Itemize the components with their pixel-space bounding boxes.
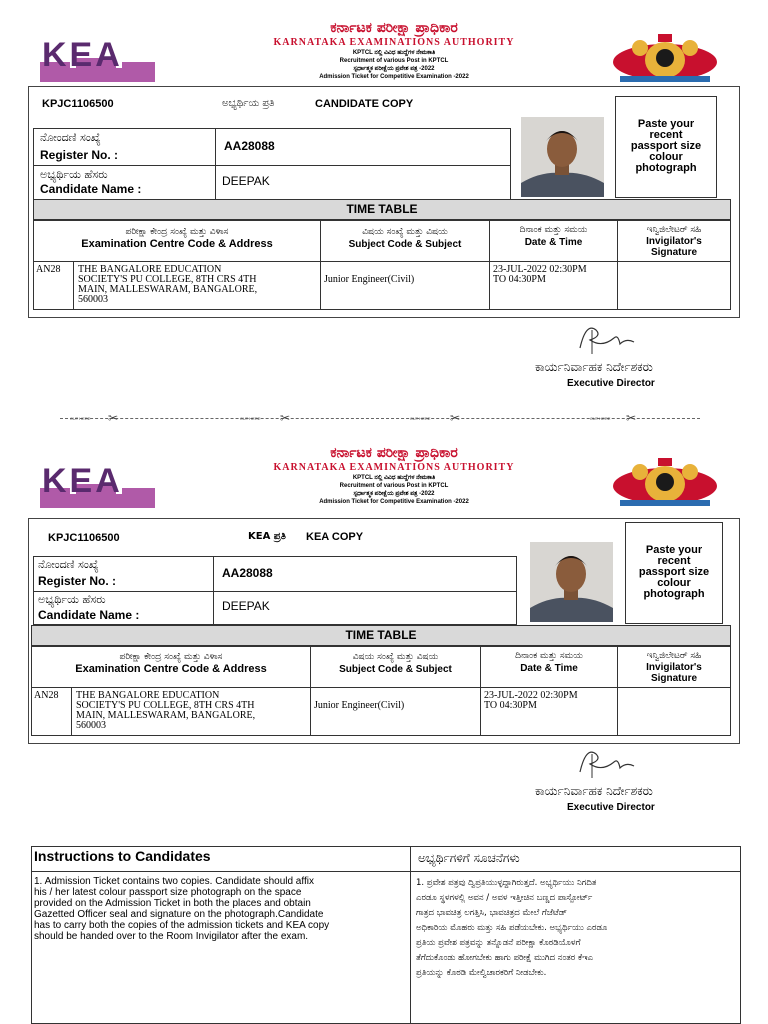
kea-logo xyxy=(40,464,155,508)
director-title-kn: ಕಾರ್ಯನಿರ್ವಾಹಕ ನಿರ್ದೇಶಕರು xyxy=(535,360,653,374)
paste-photo-line1: Paste your xyxy=(645,544,703,556)
kea-logo xyxy=(40,38,155,82)
paste-photo-line2: recent xyxy=(649,129,683,141)
name-label-kn: ಅಭ್ಯರ್ಥಿಯ ಹೆಸರು xyxy=(40,168,108,181)
director-title-en: Executive Director xyxy=(567,378,655,389)
paste-photo-line4: colour xyxy=(657,577,691,589)
register-label-en: Register No. : xyxy=(40,148,119,162)
col-centre-header-kn: ಪರೀಕ್ಷಾ ಕೇಂದ್ರ ಸಂಖ್ಯೆ ಮತ್ತು ವಿಳಾಸ xyxy=(119,652,223,662)
candidate-photo-image xyxy=(530,542,613,622)
instruction-en-line: should be handed over to the Room Invigilator after the exam. xyxy=(34,931,309,942)
paste-photo-line4: colour xyxy=(649,151,683,163)
col-subject-header xyxy=(320,220,490,262)
invigilator-signature-cell xyxy=(617,687,731,736)
subject-name: Junior Engineer(Civil) xyxy=(324,274,415,285)
paste-photo-line3: passport size xyxy=(638,566,710,578)
invigilator-signature-cell xyxy=(617,261,731,310)
datetime-line2: TO 04:30PM xyxy=(493,274,546,285)
paste-photo-line5: photograph xyxy=(643,588,705,600)
logo-text: KEA xyxy=(42,36,123,74)
copy-label-en: KEA COPY xyxy=(306,531,364,543)
timetable-title: TIME TABLE xyxy=(33,199,731,220)
instruction-en-line: has to carry both the copies of the admission tickets and KEA copy xyxy=(34,920,330,931)
col-invigilator-header-en-1: Invigilator's xyxy=(646,662,702,673)
paste-photo-box xyxy=(615,96,717,198)
centre-code-cell xyxy=(33,261,74,310)
instruction-kn-line: ಅಧಿಕಾರಿಯ ಮೊಹರು ಮತ್ತು ಸಹಿ ಪಡೆಯಬೇಕು. ಅಭ್ಯರ್ಥಿಯು ಎರಡೂ xyxy=(416,923,608,933)
paste-photo-box xyxy=(625,522,723,624)
subject-name: Junior Engineer(Civil) xyxy=(314,700,405,711)
col-subject-header-kn: ವಿಷಯ ಸಂಖ್ಯೆ ಮತ್ತು ವಿಷಯ xyxy=(362,227,448,237)
centre-code-cell xyxy=(31,687,72,736)
instruction-kn-line: 1. ಪ್ರವೇಶ ಪತ್ರವು ದ್ವಿಪ್ರತಿಯುಳ್ಳದ್ದಾಗಿರುತ್ತದೆ. ಅಭ್ಯರ್ಥಿಯು ನಿಗದಿತ xyxy=(416,878,597,888)
application-number: KPJC1106500 xyxy=(42,98,114,110)
instruction-kn-line: ಪ್ರತಿಯನ್ನು ಕೊಠಡಿ ಮೇಲ್ವಿಚಾರಕರಿಗೆ ನೀಡಬೇಕು. xyxy=(416,968,547,978)
centre-address-1: THE BANGALORE EDUCATION xyxy=(78,264,222,275)
register-label-kn: ನೋಂದಣಿ ಸಂಖ್ಯೆ xyxy=(38,558,99,571)
col-date-header-kn: ದಿನಾಂಕ ಮತ್ತು ಸಮಯ xyxy=(515,651,583,661)
col-centre-header xyxy=(31,646,311,688)
col-subject-header-en: Subject Code & Subject xyxy=(339,664,452,675)
col-invigilator-header xyxy=(617,220,731,262)
state-emblem-icon xyxy=(610,456,720,508)
col-invigilator-header-en-1: Invigilator's xyxy=(646,236,702,247)
authority-name-en: KARNATAKA EXAMINATIONS AUTHORITY xyxy=(273,37,515,48)
col-date-header xyxy=(489,220,618,262)
datetime-cell xyxy=(489,261,618,310)
col-date-header xyxy=(480,646,618,688)
cut-here-label: CUT HERE xyxy=(240,416,261,421)
datetime-cell xyxy=(480,687,618,736)
header-subtitle-4: Admission Ticket for Competitive Examination -2022 xyxy=(319,499,469,505)
scissors-icon: ✂ xyxy=(108,411,119,425)
centre-address-4: 560003 xyxy=(78,294,108,305)
candidate-name: DEEPAK xyxy=(222,174,270,188)
instruction-en-line: 1. Admission Ticket contains two copies. Candidate should affix xyxy=(34,876,314,887)
instruction-en-line: his / her latest colour passport size photograph on the space xyxy=(34,887,302,898)
scissors-icon: ✂ xyxy=(450,411,461,425)
authority-name-kn: ಕರ್ನಾಟಕ ಪರೀಕ್ಷಾ ಪ್ರಾಧಿಕಾರ xyxy=(330,445,458,461)
datetime-line1: 23-JUL-2022 02:30PM xyxy=(484,690,578,701)
instructions-divider xyxy=(410,846,411,1024)
name-label-kn: ಅಭ್ಯರ್ಥಿಯ ಹೆಸರು xyxy=(38,593,106,606)
col-date-header-en: Date & Time xyxy=(524,237,583,248)
col-date-header-en: Date & Time xyxy=(520,663,578,674)
col-invigilator-header xyxy=(617,646,731,688)
datetime-line1: 23-JUL-2022 02:30PM xyxy=(493,264,587,275)
director-signature xyxy=(572,318,642,358)
datetime-line2: TO 04:30PM xyxy=(484,700,537,711)
instruction-en-line: provided on the Admission Ticket in both the places and obtain xyxy=(34,898,311,909)
centre-code: AN28 xyxy=(34,690,59,701)
timetable-title: TIME TABLE xyxy=(31,625,731,646)
header-subtitle-4: Admission Ticket for Competitive Examination -2022 xyxy=(319,74,469,80)
col-centre-header-kn: ಪರೀಕ್ಷಾ ಕೇಂದ್ರ ಸಂಖ್ಯೆ ಮತ್ತು ವಿಳಾಸ xyxy=(125,227,229,237)
instructions-body-en xyxy=(34,876,408,942)
header-subtitle-3: ಸ್ಪರ್ಧಾತ್ಮಕ ಪರೀಕ್ಷೆಯ ಪ್ರವೇಶ ಪತ್ರ -2022 xyxy=(353,66,435,72)
centre-address-2: SOCIETY'S PU COLLEGE, 8TH CRS 4TH xyxy=(78,274,257,285)
paste-photo-line5: photograph xyxy=(635,162,697,174)
name-label-en: Candidate Name : xyxy=(40,182,142,196)
header-subtitle-2: Recruitment of various Post in KPTCL xyxy=(339,58,449,64)
centre-code: AN28 xyxy=(36,264,61,275)
paste-photo-line3: passport size xyxy=(630,140,702,152)
state-emblem-icon xyxy=(610,32,720,84)
subject-cell xyxy=(320,261,490,310)
instructions-title-kn: ಅಭ್ಯರ್ಥಿಗಳಿಗೆ ಸೂಚನೆಗಳು xyxy=(418,851,520,865)
header-subtitle-2: Recruitment of various Post in KPTCL xyxy=(339,483,449,489)
instruction-kn-line: ಎರಡೂ ಸ್ಥಳಗಳಲ್ಲಿ ಅವನ / ಅವಳ ಇತ್ತೀಚಿನ ಬಣ್ಣದ ಪಾಸ್ಪೋರ್ಟ್ xyxy=(416,893,593,903)
col-invigilator-header-kn: ಇನ್ವಿಜಿಲೇಟರ್ ಸಹಿ xyxy=(646,651,702,661)
register-label-en: Register No. : xyxy=(38,574,117,588)
paste-photo-line2: recent xyxy=(657,555,691,567)
register-number: AA28088 xyxy=(224,139,275,153)
col-invigilator-header-en-2: Signature xyxy=(650,247,698,258)
centre-address-4: 560003 xyxy=(76,720,106,731)
paste-photo-line1: Paste your xyxy=(637,118,695,130)
application-number: KPJC1106500 xyxy=(48,532,120,544)
col-centre-header-en: Examination Centre Code & Address xyxy=(75,663,267,675)
authority-name-kn: ಕರ್ನಾಟಕ ಪರೀಕ್ಷಾ ಪ್ರಾಧಿಕಾರ xyxy=(330,20,458,36)
centre-address-3: MAIN, MALLESWARAM, BANGALORE, xyxy=(78,284,258,295)
col-date-header-kn: ದಿನಾಂಕ ಮತ್ತು ಸಮಯ xyxy=(519,225,588,235)
name-label-en: Candidate Name : xyxy=(38,608,140,622)
header-subtitle-1: KPTCL ನಲ್ಲಿ ವಿವಿಧ ಹುದ್ದೆಗಳ ನೇಮಕಾತಿ xyxy=(352,475,436,481)
col-invigilator-header-kn: ಇನ್ವಿಜಿಲೇಟರ್ ಸಹಿ xyxy=(646,225,702,235)
logo-text: KEA xyxy=(42,462,123,500)
cut-here-label: CUT HERE xyxy=(70,416,91,421)
register-number: AA28088 xyxy=(222,566,273,580)
authority-name-en: KARNATAKA EXAMINATIONS AUTHORITY xyxy=(273,462,515,473)
scissors-icon: ✂ xyxy=(626,411,637,425)
col-subject-header-kn: ವಿಷಯ ಸಂಖ್ಯೆ ಮತ್ತು ವಿಷಯ xyxy=(352,652,439,662)
centre-address-3: MAIN, MALLESWARAM, BANGALORE, xyxy=(76,710,256,721)
centre-address-cell xyxy=(73,261,321,310)
copy-label-kn: ಅಭ್ಯರ್ಥಿಯ ಪ್ರತಿ xyxy=(222,98,275,109)
candidate-name: DEEPAK xyxy=(222,599,270,613)
director-title-kn: ಕಾರ್ಯನಿರ್ವಾಹಕ ನಿರ್ದೇಶಕರು xyxy=(535,784,653,798)
instruction-en-line: Gazetted Officer seal and signature on the photograph.Candidate xyxy=(34,909,324,920)
centre-address-cell xyxy=(71,687,311,736)
cut-here-label: CUT HERE xyxy=(590,416,611,421)
instructions-title-en: Instructions to Candidates xyxy=(34,848,211,864)
col-subject-header xyxy=(310,646,481,688)
subject-cell xyxy=(310,687,481,736)
instruction-kn-line: ಗಾತ್ರದ ಭಾವಚಿತ್ರ ಲಗತ್ತಿಸಿ, ಭಾವಚಿತ್ರದ ಮೇಲೆ ಗೆಜೆಟೆಡ್ xyxy=(416,908,567,918)
instructions-body-kn xyxy=(416,876,738,981)
candidate-photo-image xyxy=(521,117,604,197)
centre-address-2: SOCIETY'S PU COLLEGE, 8TH CRS 4TH xyxy=(76,700,255,711)
header-subtitle-3: ಸ್ಪರ್ಧಾತ್ಮಕ ಪರೀಕ್ಷೆಯ ಪ್ರವೇಶ ಪತ್ರ -2022 xyxy=(353,491,435,497)
col-subject-header-en: Subject Code & Subject xyxy=(348,239,462,250)
candidate-photo xyxy=(530,542,613,622)
copy-label-en: CANDIDATE COPY xyxy=(315,98,414,110)
header-subtitle-1: KPTCL ನಲ್ಲಿ ವಿವಿಧ ಹುದ್ದೆಗಳ ನೇಮಕಾತಿ xyxy=(352,50,436,56)
col-invigilator-header-en-2: Signature xyxy=(650,673,698,684)
copy-label-kn: KEA ಪ್ರತಿ xyxy=(248,531,286,542)
cut-here-label: CUT HERE xyxy=(410,416,431,421)
candidate-photo xyxy=(521,117,604,197)
instruction-kn-line: ಪ್ರತಿಯ ಪ್ರವೇಶ ಪತ್ರವನ್ನು ತನ್ನೊಡನೆ ಪರೀಕ್ಷಾ ಕೊಠಡಿಯೊಳಗೆ xyxy=(416,938,581,948)
col-centre-header-en: Examination Centre Code & Address xyxy=(81,238,273,250)
scissors-icon: ✂ xyxy=(280,411,291,425)
instruction-kn-line: ತೆಗೆದುಕೊಂಡು ಹೋಗಬೇಕು ಹಾಗು ಪರೀಕ್ಷೆ ಮುಗಿದ ನಂತರ ಕೆಇಎ xyxy=(416,953,594,963)
col-centre-header xyxy=(33,220,321,262)
director-title-en: Executive Director xyxy=(567,802,655,813)
register-label-kn: ನೋಂದಣಿ ಸಂಖ್ಯೆ xyxy=(40,131,101,144)
director-signature xyxy=(572,742,642,782)
centre-address-1: THE BANGALORE EDUCATION xyxy=(76,690,220,701)
